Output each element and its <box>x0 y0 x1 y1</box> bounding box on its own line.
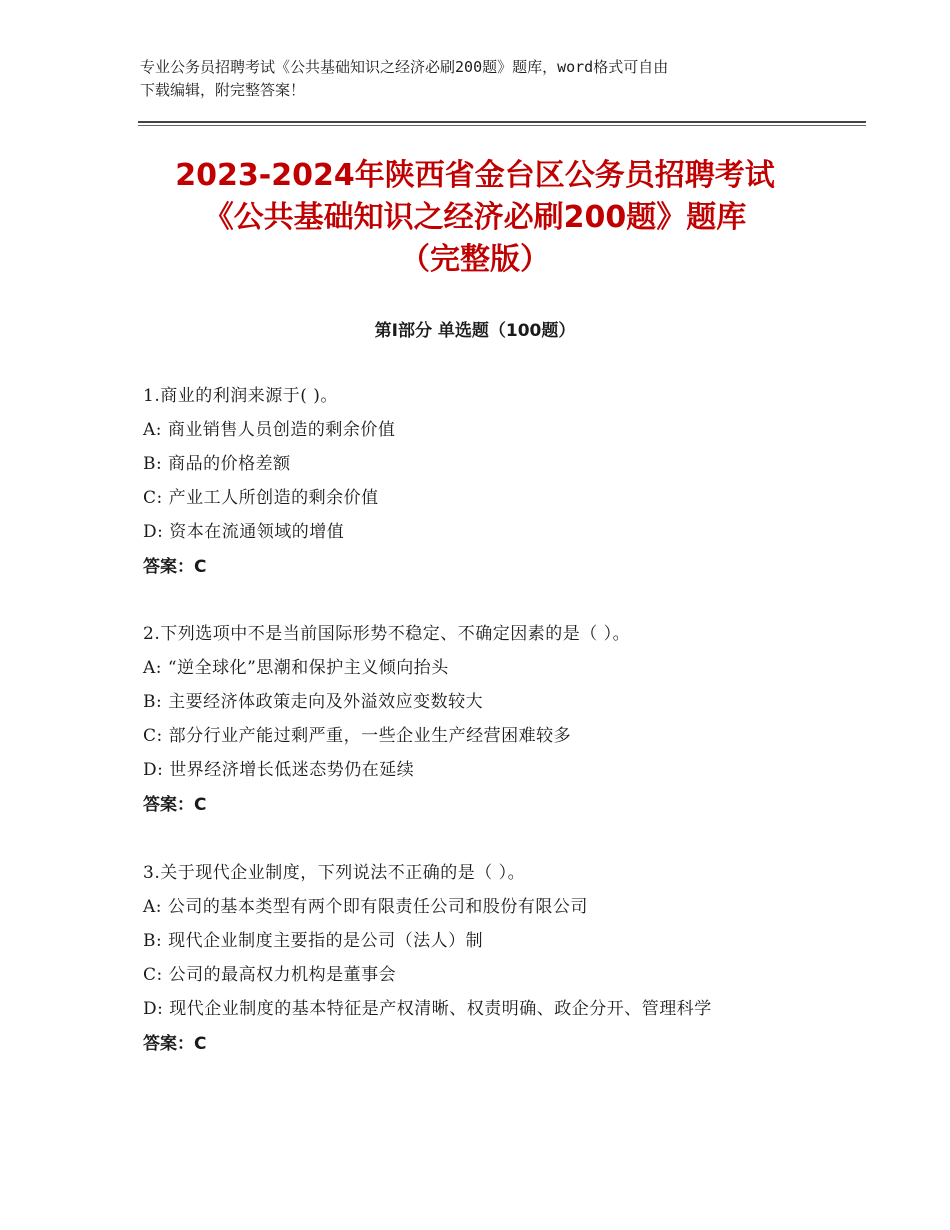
header-divider-thin <box>138 125 866 126</box>
question-1 <box>143 379 823 585</box>
answer: 答案：C <box>143 795 207 815</box>
answer: 答案：C <box>143 1034 207 1054</box>
question-3 <box>143 856 823 1062</box>
question-2 <box>143 617 823 823</box>
header-divider-thick <box>138 121 866 123</box>
option-d: D: 现代企业制度的基本特征是产权清晰、权责明确、政企分开、管理科学 <box>143 999 712 1019</box>
title-line3: （完整版） <box>400 242 550 277</box>
document-title <box>100 155 850 281</box>
header-note <box>140 56 820 102</box>
option-b: B: 现代企业制度主要指的是公司（法人）制 <box>143 931 484 951</box>
option-d: D: 世界经济增长低迷态势仍在延续 <box>143 760 415 780</box>
option-b: B: 主要经济体政策走向及外溢效应变数较大 <box>143 692 484 712</box>
header-note-line1: 专业公务员招聘考试《公共基础知识之经济必刷200题》题库，word格式可自由 <box>140 58 669 76</box>
answer: 答案：C <box>143 557 207 577</box>
title-line1: 2023-2024年陕西省金台区公务员招聘考试 <box>175 158 775 193</box>
title-line2: 《公共基础知识之经济必刷200题》题库 <box>203 200 747 235</box>
option-b: B: 商品的价格差额 <box>143 454 291 474</box>
option-a: A: 商业销售人员创造的剩余价值 <box>143 420 396 440</box>
question-stem: 3.关于现代企业制度，下列说法不正确的是（ ）。 <box>143 863 526 883</box>
option-c: C: 产业工人所创造的剩余价值 <box>143 488 379 508</box>
question-stem: 1.商业的利润来源于( )。 <box>143 386 338 406</box>
option-c: C: 公司的最高权力机构是董事会 <box>143 965 397 985</box>
option-a: A: “逆全球化”思潮和保护主义倾向抬头 <box>143 658 449 678</box>
question-stem: 2.下列选项中不是当前国际形势不稳定、不确定因素的是（ ）。 <box>143 624 631 644</box>
section-heading: 第Ⅰ部分 单选题（100题） <box>374 321 576 341</box>
option-a: A: 公司的基本类型有两个即有限责任公司和股份有限公司 <box>143 897 588 917</box>
header-note-line2: 下载编辑，附完整答案！ <box>140 81 306 99</box>
option-c: C: 部分行业产能过剩严重，一些企业生产经营困难较多 <box>143 726 572 746</box>
option-d: D: 资本在流通领域的增值 <box>143 522 345 542</box>
